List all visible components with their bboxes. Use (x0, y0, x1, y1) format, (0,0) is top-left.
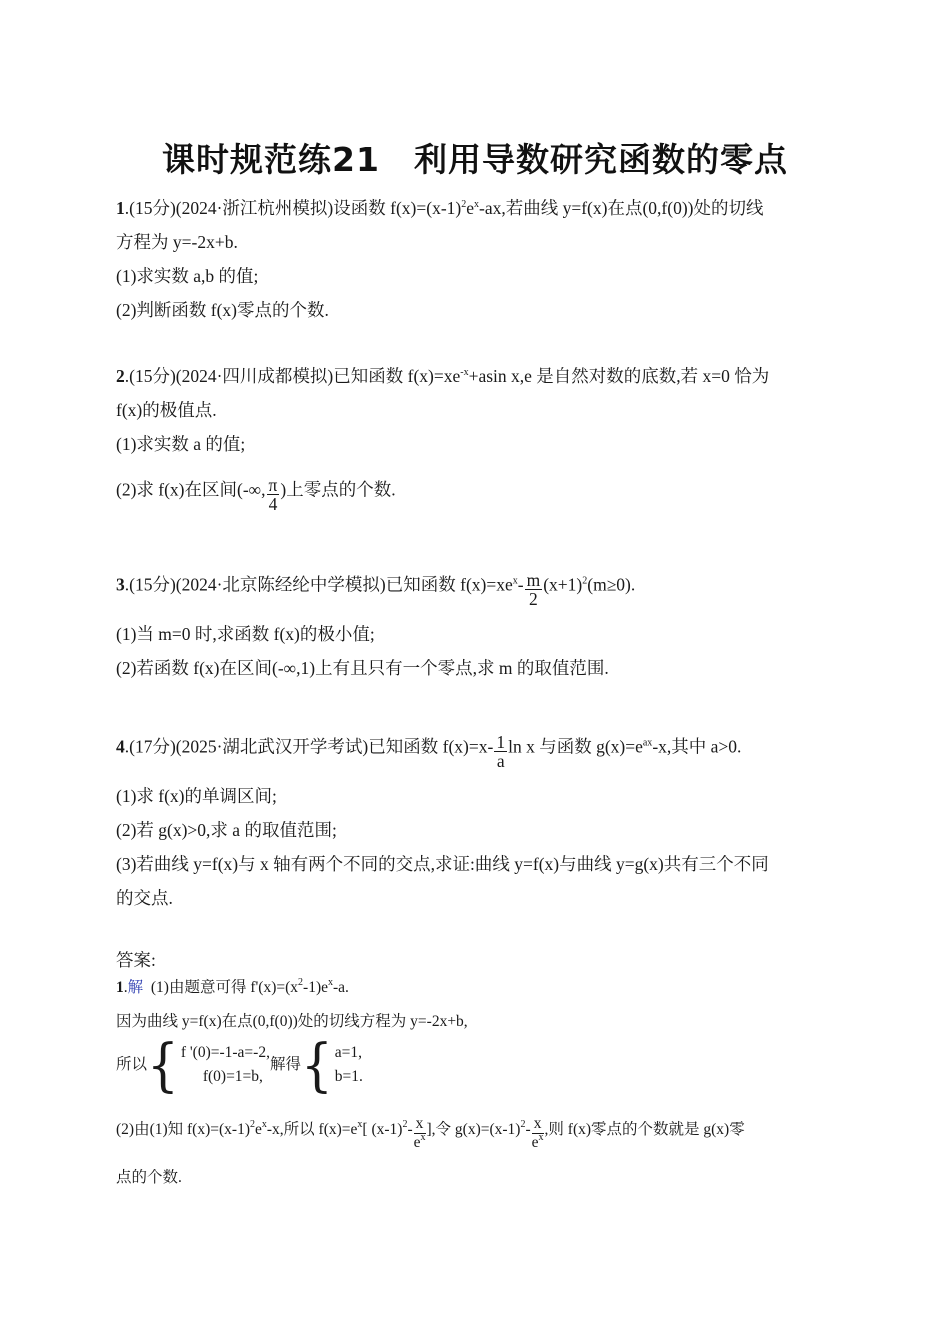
problem-4-question-1: (1)求 f(x)的单调区间; (116, 786, 277, 806)
problem-4-question-3-cont: 的交点. (116, 888, 173, 908)
problem-2-question-2: (2)求 f(x)在区间(-∞, $\frac{\pi}{4}$ )上零点的个数. (116, 475, 396, 514)
problem-1-question-2: (2)判断函数 f(x)零点的个数. (116, 300, 329, 320)
problem-4-question-2: (2)若 g(x)>0,求 a 的取值范围; (116, 820, 337, 840)
problem-number: 2 (116, 366, 125, 386)
problem-2-line-1: 2.(15分)(2024·四川成都模拟)已知函数 $f(x)=xe^{-x}+asin$ x,e 是自然对数的底数,若 x=0 恰为 (116, 366, 770, 386)
problem-4-line-1: 4.(17分)(2025·湖北武汉开学考试)已知函数 f(x)=x- $\frac{1}{a}$ ln x 与函数 $g(x)=e^{ax}-x$,其中 a>0. (116, 732, 742, 771)
fraction: $\frac{\pi}{4}$ (268, 475, 278, 514)
problem-3-line-1: 3.(15分)(2024·北京陈经纶中学模拟)已知函数 $f(x)=xe^x-$ $\frac{m}{2}$ $(x+1)^2(m\ge 0)$. (116, 570, 636, 609)
problem-number: 1 (116, 198, 125, 218)
solution-label: 解 (127, 979, 144, 996)
problem-number: 4 (116, 736, 125, 757)
fraction: $\frac{1}{a}$ (496, 732, 506, 771)
fraction: $\frac{m}{2}$ (526, 570, 541, 609)
answer-1-line-2: 因为曲线 y=f(x)在点(0,f(0))处的切线方程为 y=-2x+b, (116, 1013, 468, 1030)
left-brace: { (147, 1031, 179, 1099)
answers-heading: 答案: (116, 950, 156, 970)
answer-1-equation-system: 所以{ f '(0)=-1-a=-2, f(0)=1=b, 解得{ a=1, b=1. (116, 1031, 363, 1099)
system-1: f '(0)=-1-a=-2, f(0)=1=b, (180, 1044, 270, 1085)
answer-1-line-1: 1.解 (1)由题意可得 $f'(x)=(x^2-1)e^x-a$. (116, 977, 349, 996)
answer-1-line-5: 点的个数. (116, 1169, 182, 1186)
page-title: 课时规范练21 利用导数研究函数的零点 (162, 140, 788, 179)
problem-3-question-1: (1)当 m=0 时,求函数 f(x)的极小值; (116, 624, 375, 644)
problem-3-question-2: (2)若函数 f(x)在区间(-∞,1)上有且只有一个零点,求 m 的取值范围. (116, 658, 609, 678)
system-2: a=1, b=1. (334, 1044, 363, 1085)
answer-1-line-4: (2)由(1)知 $f(x)=(x-1)^2e^x-x$,所以 $f(x)=e^x$[ $(x-1)^2-$ $\frac{x}{e^x}$ ],令 $g(x)=(x-1)^2-$ $\frac{x}{e^x}$ ,则 f(x)零点的个数就是 g(x)零 (116, 1115, 745, 1151)
fraction: $\frac{x}{e^x}$ (413, 1115, 426, 1151)
problem-1-line-2: 方程为 y=-2x+b. (116, 232, 238, 252)
fraction: $\frac{x}{e^x}$ (531, 1115, 544, 1151)
left-brace: { (300, 1031, 333, 1099)
problem-1-line-1: 1.(15分)(2024·浙江杭州模拟)设函数 $f(x)=(x-1)^2e^x-ax$,若曲线 y=f(x)在点(0,f(0))处的切线 (116, 198, 764, 218)
problem-1-question-1: (1)求实数 a,b 的值; (116, 266, 259, 286)
problem-2-line-2: f(x)的极值点. (116, 400, 217, 420)
problem-4-question-3: (3)若曲线 y=f(x)与 x 轴有两个不同的交点,求证:曲线 y=f(x)与曲线 y=g(x)共有三个不同 (116, 854, 769, 874)
problem-2-question-1: (1)求实数 a 的值; (116, 434, 246, 454)
problem-number: 3 (116, 574, 125, 595)
